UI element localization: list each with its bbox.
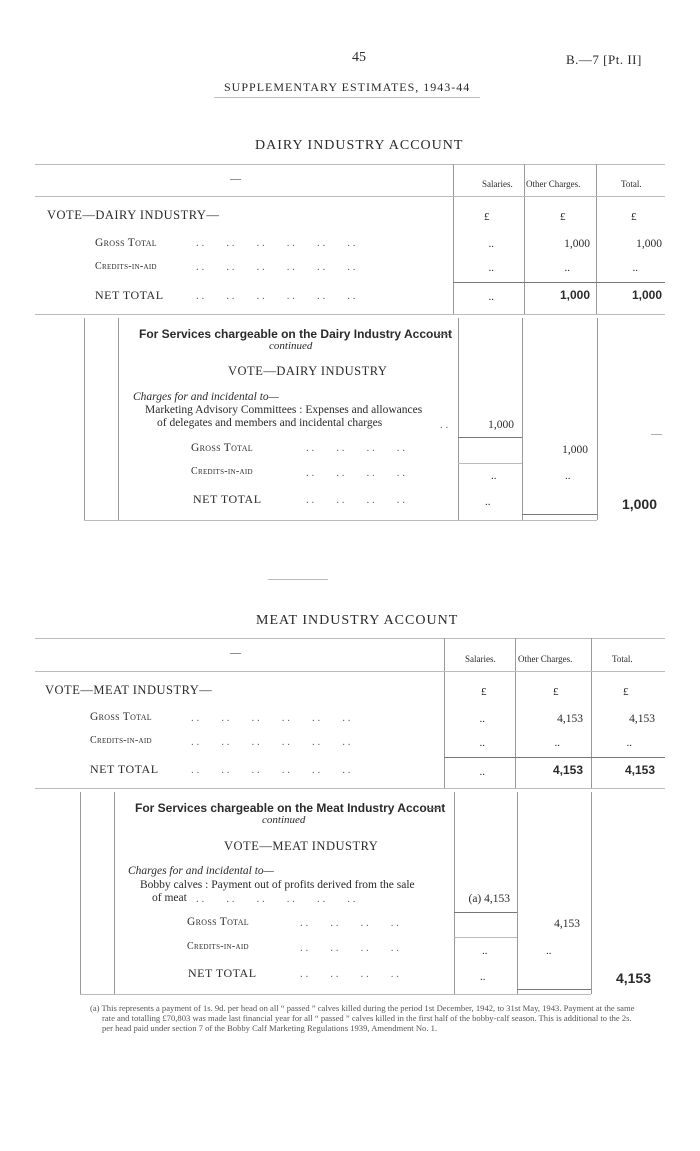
detail-heading: For Services chargeable on the Meat Industry Account xyxy=(135,801,446,815)
column-header-salaries: Salaries. xyxy=(482,179,513,189)
currency-other: £ xyxy=(553,686,559,698)
cell-total: .. xyxy=(626,737,632,749)
net-salaries: .. xyxy=(485,496,491,508)
net-total-label: NET TOTAL xyxy=(188,966,257,980)
credits-in-aid-label: Credits-in-aid xyxy=(187,941,249,952)
cell-total: 4,153 xyxy=(629,713,655,725)
cell-other-charges: 4,153 xyxy=(552,763,583,777)
net-total-label: NET TOTAL xyxy=(193,492,262,506)
cell-salaries: .. xyxy=(479,766,485,778)
column-header-total: Total. xyxy=(612,654,633,664)
row-label: Credits-in-aid xyxy=(95,261,157,272)
column-header-other-charges: Other Charges. xyxy=(518,654,573,664)
leader-dots: . . . . . . . . xyxy=(306,442,405,454)
row-label: Gross Total xyxy=(90,711,152,723)
leader-dots: . . . . . . . . xyxy=(300,942,399,954)
cell-total: .. xyxy=(632,262,638,274)
detail-heading: For Services chargeable on the Dairy Industry Account xyxy=(139,327,452,341)
net-total-amount: 1,000 xyxy=(621,496,657,512)
dash-mark: — xyxy=(651,428,662,440)
leader-dots: . . . . . . . . xyxy=(300,968,399,980)
cell-total: 1,000 xyxy=(636,238,662,250)
cell-salaries: .. xyxy=(488,238,494,250)
currency-salaries: £ xyxy=(484,211,490,223)
column-header-total: Total. xyxy=(621,179,642,189)
detail-continued: continued xyxy=(262,814,306,826)
cell-other-charges: .. xyxy=(564,262,570,274)
currency-salaries: £ xyxy=(481,686,487,698)
row-label: NET TOTAL xyxy=(90,762,159,776)
credits-other: .. xyxy=(565,470,571,482)
gross-total-label: Gross Total xyxy=(191,442,253,454)
column-header-dash: — xyxy=(230,173,241,185)
leader-dots: . . . . . . . . . . . . xyxy=(191,736,351,748)
leader-dots: . . . . . . . . . . . . xyxy=(196,290,356,302)
detail-vote: VOTE—MEAT INDUSTRY xyxy=(224,839,379,853)
item-description-line1: Bobby calves : Payment out of profits derived from the sale xyxy=(140,879,415,891)
item-amount: 1,000 xyxy=(488,419,514,431)
leader-dots: . . . . . . . . . . . . xyxy=(196,893,356,905)
section-title: MEAT INDUSTRY ACCOUNT xyxy=(256,613,459,628)
gross-total-amount: 1,000 xyxy=(562,444,588,456)
column-header-other-charges: Other Charges. xyxy=(526,179,581,189)
credits-in-aid-label: Credits-in-aid xyxy=(191,466,253,477)
cell-other-charges: 1,000 xyxy=(564,238,590,250)
row-label: Gross Total xyxy=(95,237,157,249)
page-number: 45 xyxy=(352,50,366,65)
charges-intro: Charges for and incidental to— xyxy=(133,391,279,403)
leader-dots: . . . . . . . . xyxy=(306,494,405,506)
item-description-line2: of meat xyxy=(152,892,187,904)
vote-label: VOTE—DAIRY INDUSTRY— xyxy=(47,208,220,222)
cell-salaries: .. xyxy=(488,262,494,274)
credits-salaries: .. xyxy=(491,470,497,482)
leader-dots: . . . . . . . . xyxy=(300,917,399,929)
column-header-dash: — xyxy=(230,647,241,659)
gross-total-label: Gross Total xyxy=(187,916,249,928)
leader-dots: . . . . . . . . . . . . xyxy=(196,261,356,273)
gross-total-amount: 4,153 xyxy=(554,918,580,930)
footnote: (a) This represents a payment of 1s. 9d. per head on all “ passed ” calves killed during the period 1st December, 1942, to 31st May, 1943. Payment at the same rate and totalling £70,803 was made last financial year for all “ passed ” calves killed in the first half of the bobby-calf season. This is additional to the 2s. per head paid under section 7 of the Bobby Calf Marketing Regulations 1939, Amendment No. 1. xyxy=(90,1003,635,1034)
section-title: DAIRY INDUSTRY ACCOUNT xyxy=(255,138,464,153)
currency-total: £ xyxy=(623,686,629,698)
net-total-amount: 4,153 xyxy=(615,970,651,986)
leader-dots: . . . . . . . . . . . . xyxy=(196,237,356,249)
charges-intro: Charges for and incidental to— xyxy=(128,865,274,877)
row-label: Credits-in-aid xyxy=(90,735,152,746)
net-salaries: .. xyxy=(480,971,486,983)
row-label: NET TOTAL xyxy=(95,288,164,302)
credits-salaries: .. xyxy=(482,945,488,957)
currency-other: £ xyxy=(560,211,566,223)
item-amount: (a) 4,153 xyxy=(468,893,510,905)
cell-other-charges: .. xyxy=(554,737,560,749)
leader-dots: . . . . . . . . . . . . xyxy=(191,764,351,776)
cell-salaries: .. xyxy=(479,737,485,749)
document-reference: B.—7 [Pt. II] xyxy=(566,52,642,67)
detail-continued: continued xyxy=(269,340,313,352)
credits-other: .. xyxy=(546,945,552,957)
cell-salaries: .. xyxy=(479,713,485,725)
leader-dots: . . xyxy=(440,419,449,431)
running-title: SUPPLEMENTARY ESTIMATES, 1943-44 xyxy=(224,80,471,94)
item-description-line2: of delegates and members and incidental charges xyxy=(157,417,383,429)
detail-vote: VOTE—DAIRY INDUSTRY xyxy=(228,364,388,378)
vote-label: VOTE—MEAT INDUSTRY— xyxy=(45,683,213,697)
leader-dots: . . . . . . . . . . . . xyxy=(191,712,351,724)
currency-total: £ xyxy=(631,211,637,223)
cell-other-charges: 4,153 xyxy=(557,713,583,725)
cell-salaries: .. xyxy=(488,291,494,303)
column-header-salaries: Salaries. xyxy=(465,654,496,664)
cell-total: 1,000 xyxy=(631,288,662,302)
item-description-line1: Marketing Advisory Committees : Expenses and allowances xyxy=(145,404,423,416)
cell-total: 4,153 xyxy=(624,763,655,777)
leader-dots: . . . . . . . . xyxy=(306,467,405,479)
cell-other-charges: 1,000 xyxy=(559,288,590,302)
